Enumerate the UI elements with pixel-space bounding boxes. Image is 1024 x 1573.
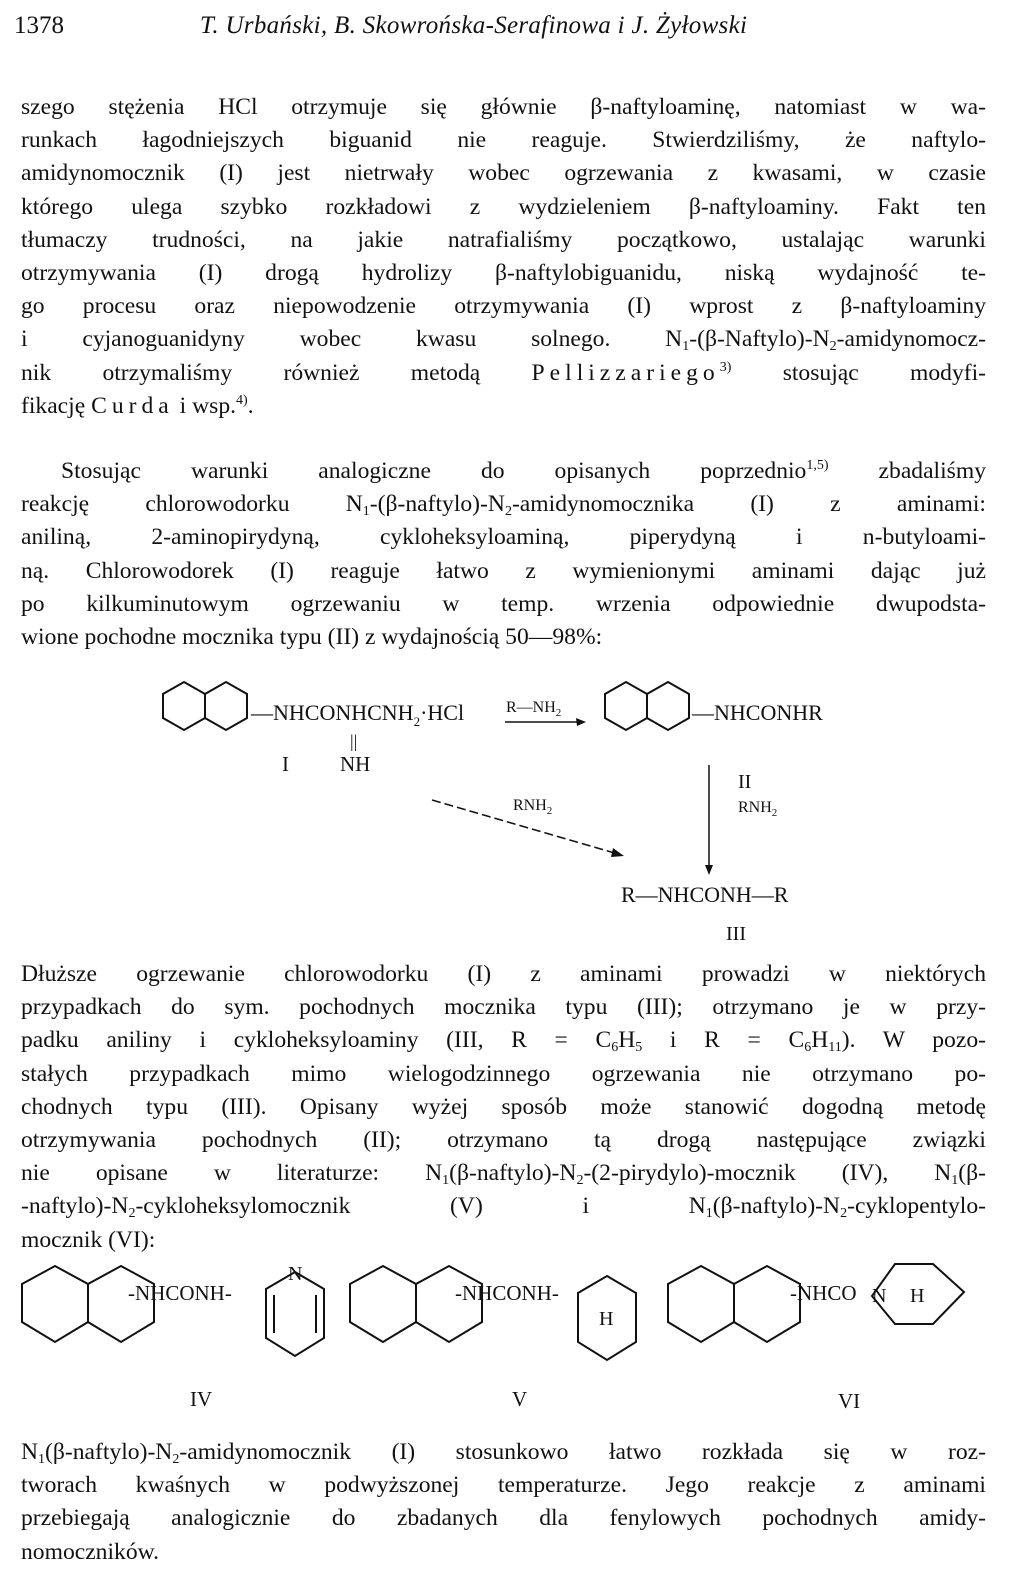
product-II-formula: —NHCONHR	[692, 700, 823, 725]
text-line: $N_1(\beta-naftylo)-N_2$-amidynomocznik (I) stosunkowo łatwo rozkłada się w roz-	[21, 1439, 986, 1467]
text-line: padku aniliny i cykloheksyloaminy (III, $R = C_6H_5$ i $R = C_6H_{11}$). W pozo-	[21, 1027, 986, 1056]
citation-ref: 1,5)	[806, 458, 829, 473]
paragraph-2	[21, 455, 986, 654]
citation-ref: 4)	[236, 392, 248, 408]
compound-structures	[0, 1252, 1024, 1430]
text-line: reakcję chlorowodorku $N_1-(\beta-naftylo)-N_2$-amidynomocznika (I) z aminami:	[21, 491, 986, 520]
ring-n: N	[872, 1285, 887, 1307]
text-line: otrzymywania (I) drogą hydrolizy β-naftylobiguanidu, niską wydajność te-	[21, 260, 986, 287]
reaction-scheme	[0, 670, 1024, 960]
text-line: ną. Chlorowodorek (I) reaguje łatwo z wymienionymi aminami dając już	[21, 557, 986, 584]
citation-ref: 3)	[719, 359, 732, 375]
paragraph-3	[21, 958, 986, 1257]
product-III-formula: R—NHCONH—R	[621, 882, 789, 907]
text-line: go procesu oraz niepowodzenie otrzymywania (I) wprost z β-naftyloaminy	[21, 293, 986, 320]
paragraph-1	[21, 91, 986, 423]
text-line: nie opisane w literaturze: $N_1(\beta-naftylo)-N_2-(2-pirydylo)$-mocznik (IV), $N_1(\beta-$	[21, 1160, 986, 1189]
ring-h: H	[599, 1308, 614, 1330]
text-line: fikację Curda i wsp.$^{4)}$.	[21, 392, 254, 419]
text-line: tworach kwaśnych w podwyższonej temperaturze. Jego reakcje z aminami	[21, 1472, 986, 1499]
text-line: Dłuższe ogrzewanie chlorowodorku (I) z aminami prowadzi w niektórych	[21, 961, 986, 987]
paragraph-4	[21, 1436, 986, 1569]
text-line: nik otrzymaliśmy również metodą Pellizzariego$^{3)}$ stosując modyfi-	[21, 359, 987, 386]
text-line: otrzymywania pochodnych (II); otrzymano tą drogą następujące związki	[21, 1127, 986, 1154]
text-line: $-naftylo)-N_2$-cykloheksylomocznik (V) i $N_1(\beta-naftylo)-N_2-cyklopentylo-$	[21, 1193, 986, 1222]
text-line: wione pochodne mocznika typu (II) z wydajnością 50—98%:	[21, 624, 603, 651]
text-line: po kilkuminutowym ogrzewaniu w temp. wrzenia odpowiednie dwupodsta-	[21, 590, 986, 617]
running-header	[14, 12, 1014, 52]
linker-IV: -NHCONH-	[128, 1281, 232, 1305]
compound-label-III: III	[726, 923, 746, 945]
naphthalene-ring-VI	[668, 1266, 800, 1342]
text-line: nomoczników.	[21, 1538, 160, 1565]
text-line: i cyjanoguanidyny wobec kwasu solnego. $N_1-(\beta-Naftylo)-N_2-amidynomocz-$	[21, 326, 987, 355]
pyridine-n: N	[288, 1263, 303, 1285]
text-line: chodnych typu (III). Opisany wyżej sposób może stanowić dogodną metodę	[21, 1093, 986, 1120]
cited-author: Curda	[91, 392, 174, 419]
text-line: szego stężenia HCl otrzymuje się głównie β-naftyloaminę, natomiast w wa-	[21, 94, 986, 120]
reagent-label: $RNH_2$	[513, 797, 553, 817]
reagent-label: $RNH_2$	[738, 799, 778, 819]
text-line: runkach łagodniejszych biguanid nie reaguje. Stwierdziliśmy, że naftylo-	[21, 127, 986, 154]
text-line: mocznik (VI):	[21, 1226, 156, 1253]
linker-V: -NHCONH-	[455, 1281, 559, 1305]
cited-author: Pellizzariego	[531, 359, 720, 386]
linker-VI: -NHCO	[790, 1281, 857, 1305]
double-bond: ||	[350, 731, 358, 751]
text-line: przypadkach do sym. pochodnych mocznika typu (III); otrzymano je w przy-	[21, 994, 986, 1021]
reaction-arrow	[705, 765, 713, 875]
reactant-formula: $—NHCONHCNH_2\cdot HCl$	[251, 700, 465, 729]
naphthalene-ring-II	[605, 682, 689, 730]
compound-label-VI: VI	[838, 1389, 861, 1413]
text-line: aniliną, 2-aminopirydyną, cykloheksyloaminą, piperydyną i n-butyloami-	[21, 524, 986, 551]
ring-h: H	[910, 1285, 925, 1307]
compound-label-V: V	[512, 1387, 528, 1411]
text-line: Stosując warunki analogiczne do opisanych poprzednio$^{1,5)}$ zbadaliśmy	[61, 458, 986, 484]
text-line: przebiegają analogicznie do zbadanych dla fenylowych pochodnych amidy-	[21, 1505, 986, 1532]
running-authors: T. Urbański, B. Skowrońska-Serafinowa i J. Żyłowski	[200, 12, 748, 39]
compound-label-I: I	[282, 752, 289, 776]
text-line: którego ulega szybko rozkładowi z wydzieleniem β-naftyloaminy. Fakt ten	[21, 193, 986, 220]
compound-label-IV: IV	[190, 1387, 213, 1411]
text-line: stałych przypadkach mimo wielogodzinnego ogrzewania nie otrzymano po-	[21, 1060, 986, 1087]
compound-label-II: II	[738, 771, 752, 793]
naphthalene-ring-I	[163, 682, 247, 730]
page-number: 1378	[14, 12, 64, 39]
text-line: amidynomocznik (I) jest nietrwały wobec ogrzewania z kwasami, w czasie	[21, 160, 986, 187]
text-line: tłumaczy trudności, na jakie natrafialiśmy początkowo, ustalając warunki	[21, 226, 986, 253]
imine-nh: NH	[340, 752, 371, 776]
reagent-label: $R—NH_2$	[506, 699, 562, 719]
reaction-arrow	[505, 718, 586, 726]
